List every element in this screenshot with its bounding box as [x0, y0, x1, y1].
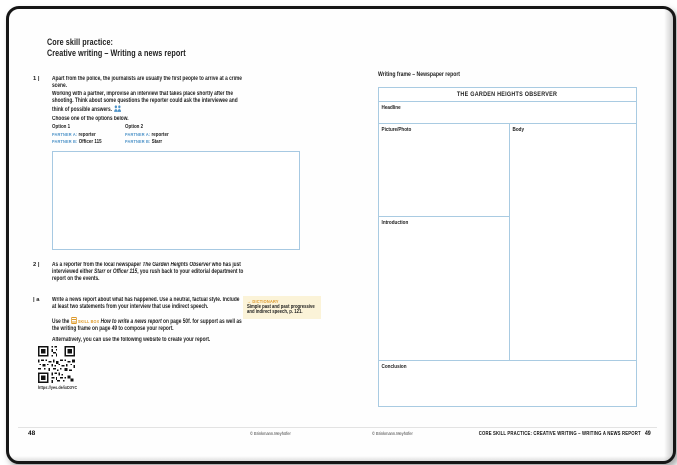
qr-code	[38, 346, 75, 383]
skill-box-tag: SKILL BOX	[77, 319, 100, 325]
page-title: Core skill practice: Creative writing – Writing a news report	[47, 37, 186, 59]
writing-frame-heading: Writing frame – Newspaper report	[378, 71, 461, 78]
interview-notes-box	[52, 151, 300, 250]
dictionary-box-heading: → DICTIONARY	[247, 298, 279, 304]
body-label: Body	[512, 126, 525, 133]
right-copyright: © Brinkmann.Meyhöfer	[372, 431, 413, 436]
two-people-icon	[113, 105, 121, 112]
arrow-right-icon: →	[247, 298, 252, 304]
task1-number: 1 |	[33, 76, 40, 82]
option-2	[125, 124, 169, 147]
picture-photo-label: Picture/Photo	[381, 126, 412, 133]
headline-cell	[379, 102, 636, 124]
task2a-marker: | a	[33, 297, 40, 303]
page-bottom-edge-line	[18, 427, 657, 428]
task1-paragraph-1: Apart from the police, the journalists are usually the first people to arrive at a crime scene.	[52, 76, 242, 90]
option-2-partner-a: PARTNER A: reporter	[125, 131, 169, 138]
skill-box-icon	[71, 317, 77, 324]
conclusion-label: Conclusion	[381, 363, 407, 370]
picture-photo-cell	[379, 124, 509, 216]
conclusion-cell	[379, 360, 636, 408]
option-1-partner-b: PARTNER B: Officer 115	[52, 139, 102, 146]
option-1-title: Option 1	[52, 124, 71, 130]
skill-box-title: How to write a news report	[100, 319, 162, 326]
newspaper-name: The Garden Heights Observer	[142, 262, 211, 268]
task2-paragraph: As a reporter from the local newspaper The Garden Heights Observer who has just interviewed either Starr or Officer 115, you rush back to your editorial department to report on the events.	[52, 262, 244, 283]
qr-link-url: https://yes.de/ixD3YC	[38, 385, 78, 390]
dictionary-box-text: Simple past and past progressive and indirect speech, p. 121.	[247, 303, 315, 316]
task2a-paragraph-1: Write a news report about what has happened. Use a neutral, factual style. Include at least two statements from your interview that use indirect speech.	[52, 297, 240, 311]
page-edge-shadow-right	[664, 9, 673, 461]
page-edge-shadow-bottom	[9, 456, 673, 461]
option-2-title: Option 2	[125, 124, 144, 130]
task2a-alternative-line: Alternatively, you can use the following website to create your report.	[52, 337, 211, 343]
newspaper-writing-frame	[378, 87, 637, 407]
left-page-number: 48	[28, 430, 36, 437]
book-photo-frame	[6, 6, 676, 464]
headline-label: Headline	[381, 104, 401, 111]
body-cell	[509, 124, 638, 360]
task1-choose-line: Choose one of the options below.	[52, 116, 129, 122]
left-copyright: © Brinkmann.Meyhöfer	[250, 431, 291, 436]
page-spread	[6, 6, 676, 464]
option-1	[52, 124, 102, 147]
dictionary-box	[243, 296, 321, 319]
introduction-label: Introduction	[381, 219, 409, 226]
masthead-cell	[379, 88, 636, 102]
introduction-cell	[379, 216, 509, 360]
task1-paragraph-2: Working with a partner, improvise an interview that takes place shortly after the shooting. Think about some questions the reporter could ask the interviewee and think of possible answers.	[52, 91, 238, 114]
newspaper-masthead: THE GARDEN HEIGHTS OBSERVER	[457, 91, 558, 98]
option-2-partner-b: PARTNER B: Starr	[125, 139, 163, 146]
right-page-number: 49	[645, 430, 651, 437]
running-head: CORE SKILL PRACTICE: CREATIVE WRITING – WRITING A NEWS REPORT 49	[479, 430, 651, 437]
option-1-partner-a: PARTNER A: reporter	[52, 131, 96, 138]
task2a-skillbox-sentence: Use the SKILL BOX How to write a news report on page 50f. for support as well as the writing frame on page 49 to compose your report.	[52, 317, 250, 333]
task2-number: 2 |	[33, 262, 40, 268]
